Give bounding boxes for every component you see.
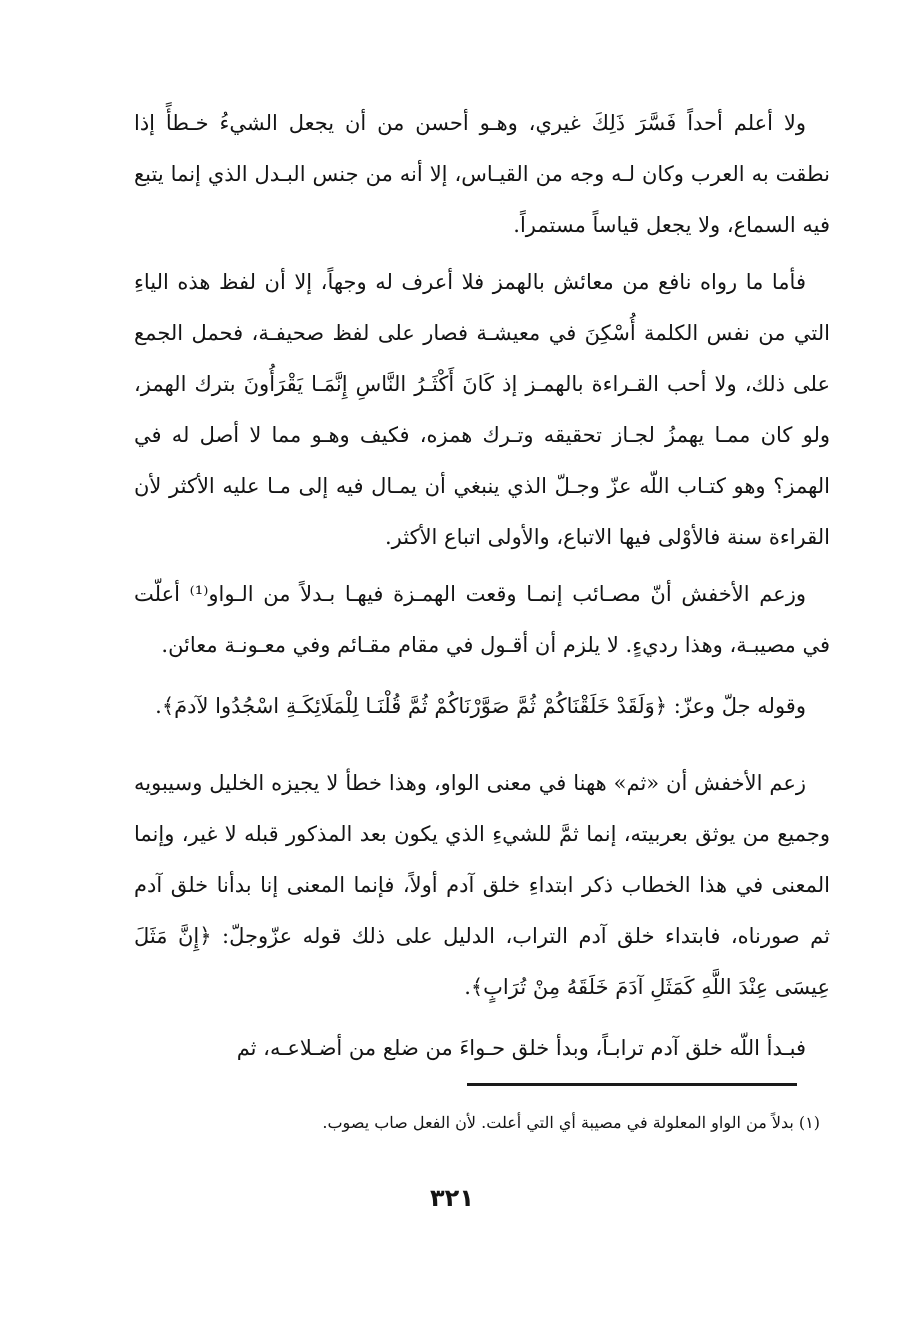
- footnote-divider: [467, 1083, 797, 1086]
- paragraph-5: زعم الأخفش أن «ثم» ههنا في معنى الواو، وهذا خطأ لا يجيزه الخليل وسيبويه وجميع من يوثق بعربيته، إنما ثمَّ للشيءِ الذي يكون بعد المذكور قبله لا غير، وإنما المعنى في هذا الخطاب ذكر ابتداءِ خلق آدم أولاً، فإنما المعنى إنا بدأنا خلق آدم ثم صورناه، فابتداء خلق آدم التراب، الدليل على ذلك قوله عزّوجلّ: ﴿إِنَّ مَثَلَ عِيسَى عِنْدَ اللَّهِ كَمَثَلِ آدَمَ خَلَقَهُ مِنْ تُرَابٍ﴾.: [134, 771, 830, 999]
- paragraph-6: فبـدأ اللّه خلق آدم ترابـاً، وبدأ خلق حـواءَ من ضلع من أضـلاعـه، ثم: [236, 1036, 806, 1060]
- paragraph-1: ولا أعلم أحداً فَسَّرَ ذَلِكَ غيري، وهـو أحسن من أن يجعل الشيءُ خـطأً إذا نطقت به العرب وكان لـه وجه من القيـاس، إلا أنه من جنس البـدل الذي إنما يتبع فيه السماع، ولا يجعل قياساً مستمراً.: [134, 111, 830, 237]
- footnote: (١) بدلاً من الواو المعلولة في مصيبة أي التي أعلت. لأن الفعل صاب يصوب.: [322, 1113, 820, 1132]
- page-number: ٣٢١: [430, 1184, 474, 1212]
- main-text: [134, 98, 830, 1074]
- paragraph-2: فأما ما رواه نافع من معائش بالهمز فلا أعرف له وجهاً، إلا أن لفظ هذه الياءِ التي من نفس الكلمة أُسْكِنَ في معيشـة فصار على لفظ صحيفـة، فحمل الجمع على ذلك، ولا أحب القـراءة بالهمـز إذ كَانَ أَكْثَـرُ النَّاسِ إِنَّمَـا يَقْرَأُونَ بترك الهمز، ولو كان ممـا يهمزُ لجـاز تحقيقه وتـرك همزه، فكيف وهـو مما لا أصل له في الهمز؟ وهو كتـاب اللّه عزّ وجـلّ الذي ينبغي أن يمـال فيه إلى مـا عليه الأكثر لأن القراءة سنة فالأوْلى فيها الاتباع، والأولى اتباع الأكثر.: [134, 270, 830, 549]
- paragraph-3: وزعم الأخفش أنّ مصـائب إنمـا وقعت الهمـزة فيهـا بـدلاً من الـواو⁽¹⁾ أعلّت في مصيبـة، وهذا رديءٍ. لا يلزم أن أقـول في مقام مقـائم وفي معـونـة معائن.: [134, 582, 830, 657]
- paragraph-4: وقوله جلّ وعزّ: ﴿وَلَقَدْ خَلَقْنَاكُمْ ثُمَّ صَوَّرْنَاكُمْ ثُمَّ قُلْنَـا لِلْمَلَائِكَـةِ اسْجُدُوا لآدمَ﴾.: [155, 694, 806, 718]
